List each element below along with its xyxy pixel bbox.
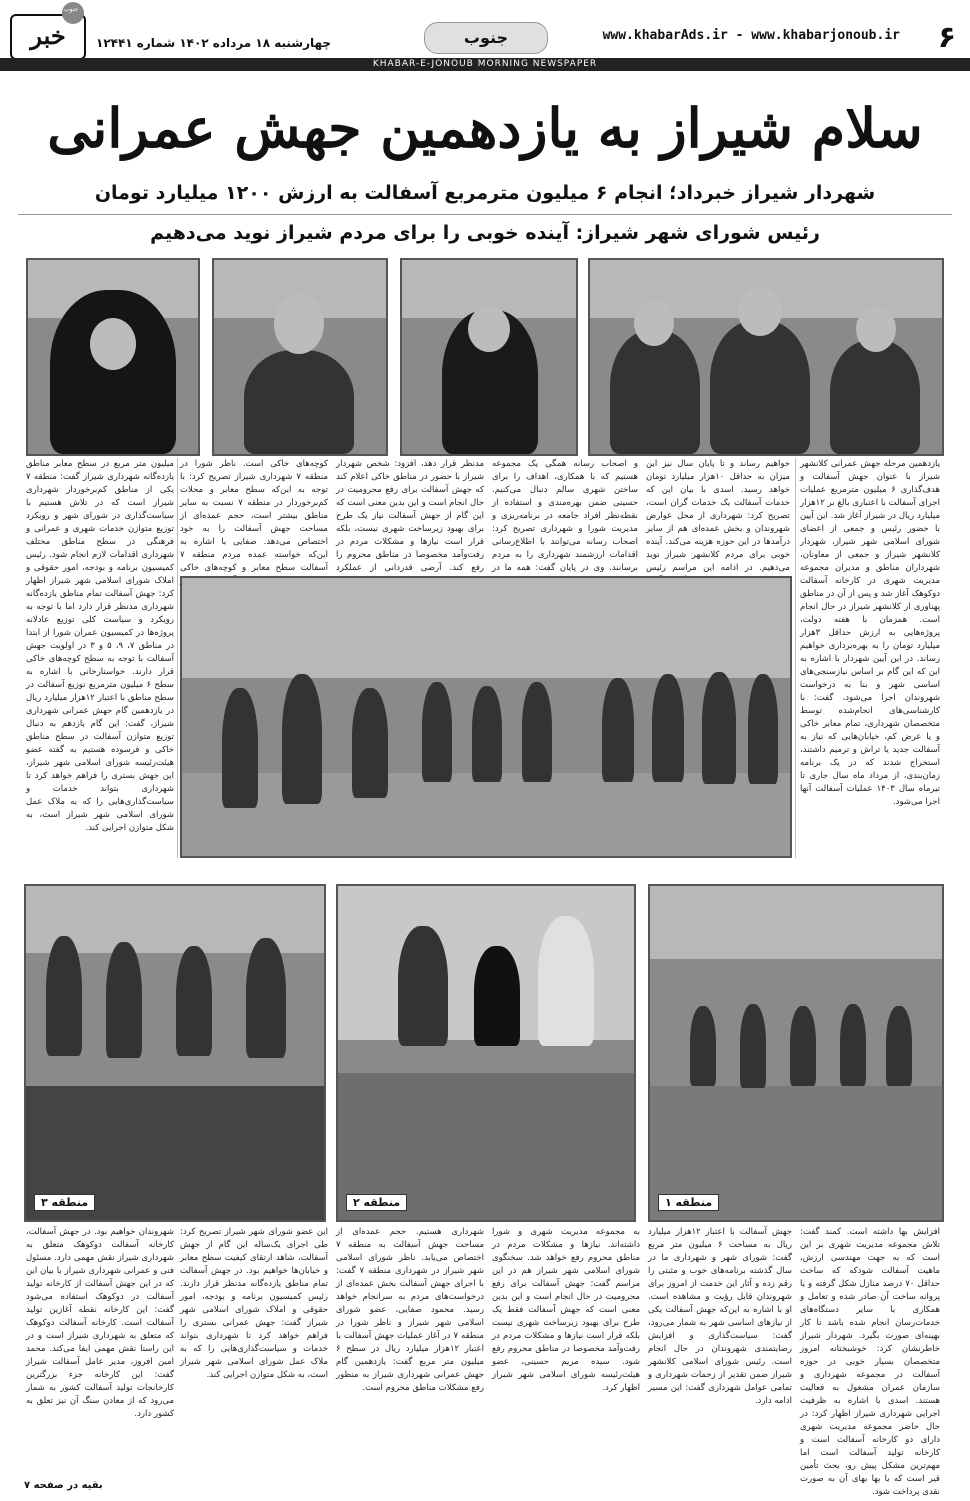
article-column-b6: شهروندان خواهیم بود. در جهش آسفالت، کارخانه آسفالت دوکوهک متعلق به شهرداری شیراز نقش مهمی دارد. مسئول فنی و عمرانی شهرداری شیراز با بیان این که در این جهش آسفالت از کارخانه تولید آسفالت در دوکوهک استفاده می‌شود گفت: این کارخانه نقطه آغازین تولید آسفالت است. کارخانه آسفالت دوکوهک که متعلق به شهرداری شیراز است و در این راستا نقش مهمی ایفا می‌کند. محمد امین افروز، مدیر عامل آسفالت شیراز گفت: این کارخانه جزء بزرگترین کارخانجات تولید آسفالت کشور به شمار می‌رود که از معادن سنگ آن نیز تعلق به کشور دارد. — [26, 1227, 174, 1419]
article-column-2: خواهیم رساند و تا پایان سال نیز این میزان به حداقل ۱۰هزار میلیارد تومان خواهد رسید. اسدی با بیان این که خدمات آسفالت یک خدمات گران است، تصریح کرد: شهرداری از محل عوارض شهروندان و بخش عمده‌ای هم از سایر درآمدها در این حوزه هزینه می‌کند. آینده خوبی برای مردم کلانشهر شیراز نوید می‌دهیم. در ادامه این مراسم رئیس — [646, 459, 790, 573]
logo-badge-text: جنوب — [64, 6, 79, 13]
article-column-b2: جهش آسفالت با اعتبار ۱۲هزار میلیارد ریال به مساحت ۶ میلیون متر مربع گفت: شورای شهر و شهرداری ما در سال گذشته برنامه‌های خوب و مثبتی را رقم زده و آثار این خدمت از امروز برای شهروندان قابل رؤیت و مشاهده است. او با اشاره به این‌که جهش آسفالت یکی از نیازهای اساسی شهر به شمار می‌رود، گفت: سیاست‌گذاری و افزایش رضایتمندی شهروندان در حال انجام است. رئیس شورای اسلامی کلانشهر شیراز ضمن تقدیر از زحمات شهرداری و تمامی عوامل شهرداری گفت: این مسیر ادامه دارد. — [648, 1227, 792, 1406]
article-column-b3: به مجموعه مدیریت شهری و شورا داشته‌اند. نیازها و مشکلات مردم در مناطق محروم رفع خواهد شد. سخنگوی شورای اسلامی شهر شیراز هم در این مراسم گفت: جهش آسفالت برای رفع محرومیت در حال انجام است و این بدین معنی است که جهش آسفالت فقط یک طرح برای بهبود زیرساخت شهری نیست بلکه قرار است نیازها و مشکلات مردم در رفت‌وآمد مخصوصا در مناطق محروم رفع شود. سیده مریم حسینی، عضو هیئت‌رئیسه شورای اسلامی شهر شیراز اظهار کرد. — [492, 1227, 640, 1393]
article-column-6: میلیون متر مربع در سطح معابر مناطق یازده‌گانه شهرداری شیراز گفت: منطقه ۷ یکی از مناطق کم‌برخوردار شهرداری شیراز است که در تلاش هستیم با سیاست‌گذاری در شورای شهر و رویکرد توزیع متوازن خدمات شهری و عمرانی و فرهنگی در سطح مناطق مختلف شهرداری اقدامات لازم انجام شود. رئیس کمیسیون برنامه و بودجه، امور حقوقی و املاک شورای اسلامی شهر شیراز اظهار کرد: جهش آسفالت تمام مناطق یازده‌گانه شهرداری مدنظر قرار دارد اما با توجه به رویکرد و سیاست کلی توزیع عادلانه پروژه‌ها در کمیسیون عمران شورا از ابتدا در مناطق ۷، ۹، ۵ و ۳ در اولویت جهش آسفالت با توجه به سطح کوچه‌های خاکی قرار دارند. خواستارخانی با اشاره به سطح ۶ میلیون مترمربع توزیع آسفالت در سطح مناطق با اعتبار ۱۲هزار میلیارد ریال در یازدهمین گام جهش عمرانی شهرداری شیراز، گفت: این گام یازدهم به دنبال توزیع متوازن آسفالت در سطح مناطق خاکی و فرسوده هستیم به گفته عضو هیئت‌رئیسه شورای اسلامی شهر شیراز، این جهش بستری را فراهم خواهد کرد تا شهرداری بتواند خدمات و سیاست‌گذاری‌هایی را که به ملاک عمل شورای اسلامی شهر شیراز است، به شکل متوازن اجرایی کند. — [26, 459, 174, 833]
column-divider — [795, 458, 796, 858]
continued-note: بقیه در صفحه ۷ — [24, 1480, 103, 1491]
officials-photo — [588, 258, 944, 456]
divider — [18, 214, 952, 215]
region-3-caption: منطقه ۳ — [34, 1194, 95, 1211]
region-1-caption: منطقه ۱ — [658, 1194, 719, 1211]
article-column-5: کوچه‌های خاکی است. ناظر شورا در منطقه ۷ شهرداری شیراز تصریح کرد: با توجه به این‌که سطح معابر و محلات کم‌برخوردار در منطقه ۷ نسبت به سایر مناطق بیشتر است، حجم عمده‌ای از مساحت جهش آسفالت را به خود اختصاص می‌دهد. صفایی با اشاره به این‌که خواسته عمده مردم منطقه ۷ آسفالت سطح معابر و کوچه‌های خاکی — [180, 459, 328, 573]
page-number: ۶ — [937, 20, 956, 55]
subheadline-mayor: شهردار شیراز خبرداد؛ انجام ۶ میلیون مترمربع آسفالت به ارزش ۱۲۰۰ میلیارد تومان — [94, 182, 876, 204]
article-column-1: یازدهمین مرحله جهش عمرانی کلانشهر شیراز با عنوان جهش آسفالت و هدف‌گذاری ۶ میلیون مترمربع عملیات اجرای آسفالت با اعتباری بالغ بر ۱۲هزار میلیارد ریال در شیراز آغاز شد. این آیین با حضور رئیس و جمعی از اعضای شورای اسلامی شهر شیراز، شهردار کلانشهر شیراز و جمعی از معاونان، شهرداران مناطق و مدیران مجموعه مدیریت شهری در کارخانه آسفالت دوکوهک آغاز شد و پس از آن در مناطق پهناوری از کلانشهر شیراز در حال انجام است. همزمان با هفته دولت، پروژه‌هایی به ارزش حداقل ۳هزار میلیارد تومان را به بهره‌برداری خواهیم رساند. در این آیین شهردار با اشاره به این که این گام بر اساس نیازسنجی‌های اساسی شهر و بنا به درخواست شهروندان اجرا می‌شود، گفت: با کارشناسی‌های انجام‌شده توسط متخصصان شهرداری، تمام معابر خاکی و یا عرض کم، خیابان‌هایی که نیاز به آسفالت جدید یا تراش و ترمیم داشتند، استخراج شدند که در یک برنامه زمان‌بندی، از مرداد ماه سال جاری تا تیرماه سال ۱۴۰۳ عملیات آسفالت آنها اجرا می‌شود. — [800, 459, 940, 807]
issue-date: چهارشنبه ۱۸ مرداده ۱۴۰۲ شماره ۱۲۴۴۱ — [96, 36, 332, 50]
council-member-speaking-photo — [400, 258, 578, 456]
article-column-3: و اصحاب رسانه همگی یک مجموعه هستیم که با همکاری، اهداف را برای ساختن شهری سالم دنبال می‌کنیم. حسینی ضمن بهره‌مندی و استفاده از نقطه‌نظر افراد جامعه در برنامه‌ریزی و مدیریت شورا و شهرداری تصریح کرد: اصحاب رسانه می‌توانند با اطلاع‌رسانی اقدامات ارزشمند شهرداری را به مردم برسانند. وی در پایان گفت: همه ما در — [492, 459, 638, 573]
region-3-photo — [24, 884, 326, 1222]
masthead — [0, 0, 970, 58]
article-column-4: مدنظر قرار دهد، افزود: شخص شهردار شیراز با حضور در مناطق خاکی اعلام کند که جهش آسفالت برای رفع محرومیت در حال انجام است و این بدین معنی است که این گام از جهش آسفالت نیاز یک طرح برای بهبود زیرساخت شهری نیست، بلکه قرار است نیازها و مشکلات مردم در رفت‌وآمد مخصوصا در مناطق محروم را رفع کند. آرضی قدردانی از عملکرد — [336, 459, 484, 573]
column-divider — [177, 458, 178, 858]
region-2-caption: منطقه ۲ — [346, 1194, 407, 1211]
region-1-photo — [648, 884, 944, 1222]
section-label: جنوب — [424, 22, 548, 54]
subheadline-council: رئیس شورای شهر شیراز: آینده خوبی را برای مردم شیراز نوید می‌دهیم — [150, 222, 820, 244]
council-member-portrait-photo — [212, 258, 388, 456]
region-2-photo — [336, 884, 636, 1222]
newspaper-logo: خبر — [10, 14, 86, 60]
article-column-b4: شهرداری هستیم. حجم عمده‌ای از مساحت جهش آسفالت به منطقه ۷ اختصاص می‌یابد. ناظر شورای اسلامی شهر شیراز در شهرداری منطقه ۷ گفت: با اجرای جهش آسفالت بخش عمده‌ای از درخواست‌های مردم به سرانجام خواهد رسید. محمود صفایی، عضو شورای اسلامی شهر شیراز و ناظر شورا در منطقه ۷ در آغاز عملیات جهش آسفالت با اعتبار ۱۲هزار میلیارد ریال در سطح ۶ میلیون متر مربع گفت: یازدهمین گام جهش عمرانی شهرداری شیراز به منظور رفع مشکلات مناطق محروم است. — [336, 1227, 484, 1393]
english-strip: KHABAR-E-JONOUB MORNING NEWSPAPER — [0, 58, 970, 71]
article-column-b1: افزایش بها داشته است. کمند گفت: تلاش مجموعه مدیریت شهری بر این است که به جهت مهندسی ارزش، ماهیت آسفالت شودکه که ساخت حداقل ۷۰ درصد منازل شکل گرفته و یا پروانه ساخت آن صادر شده و تعامل و همکاری با سایر دستگاه‌های خدمات‌رسان انجام شده باشد تا کار بهینه‌ای صورت بگیرد. شهردار شیراز خاطرنشان کرد: خوشبختانه امروز متخصصان بسیار خوبی در حوزه آسفالت در مجموعه شهرداری و سازمان عمران مشغول به فعالیت هستند. اسدی با اشاره به ظرفیت اجرایی شهرداری شیراز اظهار کرد: در حال حاضر مجموعه مدیریت شهری دارای دو کارخانه آسفالت است و کارخانه تولید آسفالت است اما مهم‌ترین مشکل پیش رو، بحث تأمین قیر است که با بها بهای آن به صورت نقدی پرداخت شود. — [800, 1227, 940, 1497]
article-column-b5: این عضو شورای شهر شیراز تصریح کرد: طی اجرای یک‌ساله این گام از جهش آسفالت، شاهد ارتقای کیفیت سطح معابر و خیابان‌ها خواهیم بود. در جهش آسفالت تمام مناطق یازده‌گانه مدنظر قرار دارند. رئیس کمیسیون برنامه و بودجه، امور حقوقی و املاک شورای اسلامی شهر شیراز گفت: جهش عمرانی بستری را فراهم خواهد کرد تا شهرداری بتواند خدمات و سیاست‌گذاری‌هایی را که به ملاک عمل شورای اسلامی شهر شیراز است، به شکل متوازن اجرایی کند. — [180, 1227, 328, 1380]
headline: سلام شیراز به یازدهمین جهش عمرانی — [47, 96, 923, 160]
website-urls[interactable]: www.khabarAds.ir - www.khabarjonoub.ir — [602, 28, 900, 43]
ceremony-group-photo — [180, 576, 792, 858]
councilwoman-portrait-photo — [26, 258, 200, 456]
